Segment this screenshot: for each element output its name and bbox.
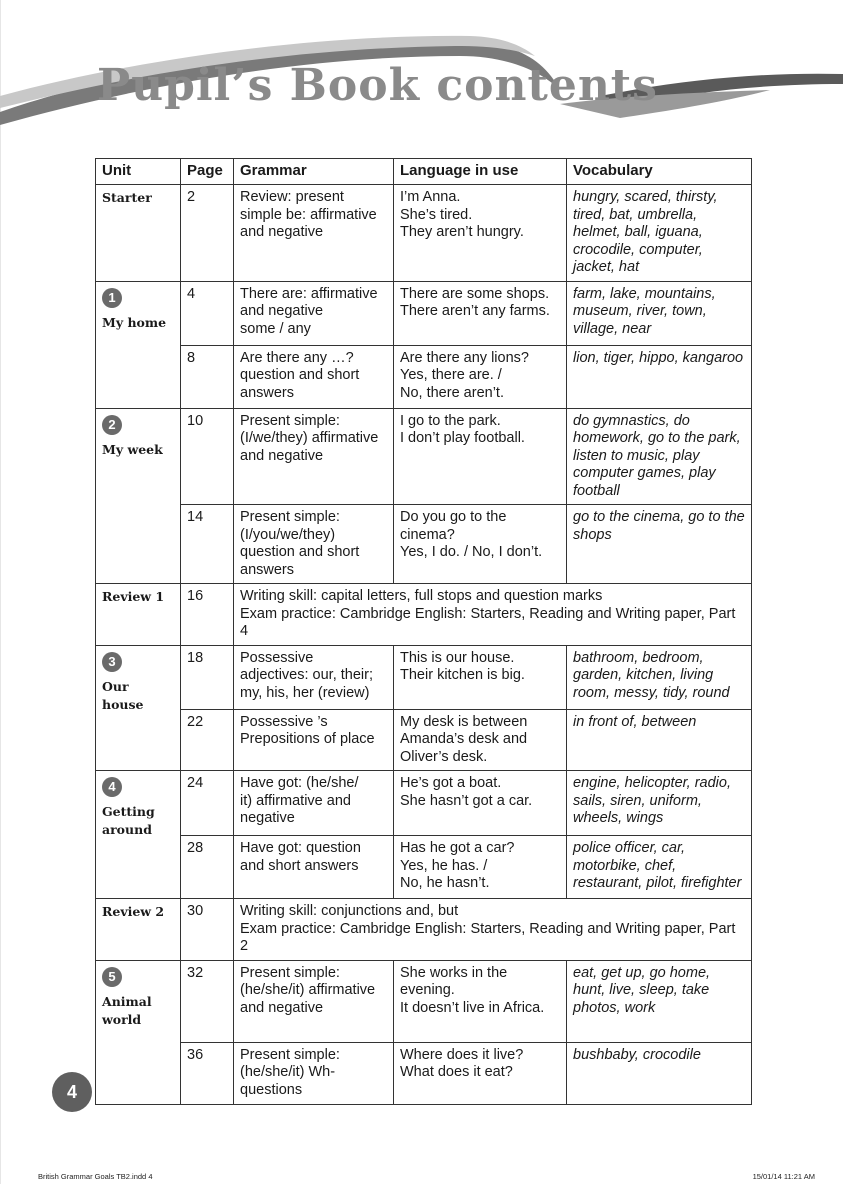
page-edge [0, 0, 1, 1184]
grammar-line: (I/you/we/they) [240, 526, 336, 543]
vocabulary-cell: farm, lake, mountains, museum, river, town, village, near [567, 281, 752, 345]
language-line: Yes, he has. / [400, 857, 488, 874]
grammar-line: it) affirmative and [240, 792, 351, 809]
language-line: Yes, I do. / No, I don’t. [400, 544, 543, 560]
vocabulary-cell: bathroom, bedroom, garden, kitchen, living room, messy, tidy, round [567, 645, 752, 709]
page-cell: 4 [181, 281, 234, 345]
unit-cell [96, 960, 181, 1104]
grammar-line: (he/she/it) affirmative [240, 982, 376, 998]
grammar-line: (he/she/it) Wh- [240, 1064, 336, 1080]
table-row [96, 960, 752, 1042]
language-cell [394, 709, 567, 771]
table-row [96, 771, 752, 836]
unit-number-badge: 2 [102, 415, 122, 435]
language-line: It doesn’t live in Africa. [400, 999, 545, 1016]
page-cell: 30 [181, 899, 234, 961]
footer-timestamp: 15/01/14 11:21 AM [752, 1172, 815, 1181]
grammar-line: Are there any …? [240, 349, 354, 366]
grammar-line: and negative [240, 224, 324, 240]
unit-name: My week [102, 441, 163, 457]
grammar-line: Present simple: [240, 1046, 340, 1063]
language-line: Oliver’s desk. [400, 748, 488, 765]
unit-cell [96, 281, 181, 408]
language-line: I’m Anna. [400, 189, 461, 205]
table-row [96, 836, 752, 899]
vocabulary-cell: police officer, car, motorbike, chef, restaurant, pilot, firefighter [567, 836, 752, 899]
language-cell [394, 771, 567, 836]
grammar-line: simple be: affirmative [240, 206, 377, 223]
page-cell: 36 [181, 1042, 234, 1104]
language-line: There aren’t any farms. [400, 303, 550, 319]
grammar-line: Possessive [240, 649, 314, 666]
col-header-grammar: Grammar [234, 159, 394, 185]
unit-number-badge: 5 [102, 967, 122, 987]
language-line: No, there aren’t. [400, 384, 504, 401]
grammar-line: and negative [240, 303, 324, 319]
page-cell: 28 [181, 836, 234, 899]
language-line: No, he hasn’t. [400, 875, 490, 891]
table-row [96, 1042, 752, 1104]
grammar-line: questions [240, 1081, 303, 1098]
unit-number-badge: 4 [102, 777, 122, 797]
unit-cell [96, 771, 181, 899]
grammar-line: Have got: (he/she/ [240, 775, 359, 791]
grammar-line: adjectives: our, their; [240, 667, 373, 683]
grammar-line: question and short [240, 544, 360, 560]
unit-name: Review 1 [96, 584, 181, 646]
unit-number-badge: 1 [102, 288, 122, 308]
review-writing-skill: Writing skill: capital letters, full stops and question marks [240, 588, 603, 604]
vocabulary-cell: bushbaby, crocodile [567, 1042, 752, 1104]
grammar-line: and short answers [240, 857, 359, 874]
grammar-cell [234, 345, 394, 408]
grammar-line: Prepositions of place [240, 731, 375, 747]
vocabulary-cell: eat, get up, go home, hunt, live, sleep, take photos, work [567, 960, 752, 1042]
language-line: She’s tired. [400, 206, 473, 223]
grammar-line: (I/we/they) affirmative [240, 430, 379, 446]
unit-number-badge: 3 [102, 652, 122, 672]
table-row [96, 899, 752, 961]
review-exam-practice: Exam practice: Cambridge English: Starters, Reading and Writing paper, Part 2 [240, 920, 736, 954]
table-row [96, 645, 752, 709]
table-row [96, 408, 752, 505]
page-cell: 16 [181, 584, 234, 646]
page-cell: 14 [181, 505, 234, 584]
page-title: Pupil’s Book contents [97, 60, 658, 111]
page-number-badge: 4 [52, 1072, 92, 1112]
grammar-line: Review: present [240, 189, 344, 205]
page-cell: 32 [181, 960, 234, 1042]
unit-name: Our house [102, 678, 144, 712]
grammar-line: Present simple: [240, 509, 340, 525]
unit-name-line: Animal [102, 993, 152, 1009]
grammar-line: and negative [240, 999, 324, 1016]
grammar-cell [234, 709, 394, 771]
grammar-line: answers [240, 384, 294, 401]
vocabulary-cell: in front of, between [567, 709, 752, 771]
language-cell [394, 836, 567, 899]
grammar-line: negative [240, 810, 295, 826]
page-cell: 10 [181, 408, 234, 505]
unit-cell [96, 645, 181, 771]
language-line: Their kitchen is big. [400, 667, 525, 683]
language-cell [394, 645, 567, 709]
grammar-line: Have got: question [240, 840, 361, 856]
unit-name-line: world [102, 1011, 142, 1027]
review-writing-skill: Writing skill: conjunctions and, but [240, 903, 459, 919]
grammar-cell [234, 1042, 394, 1104]
grammar-line: answers [240, 561, 294, 578]
contents-table [95, 158, 752, 1105]
review-cell [234, 584, 752, 646]
vocabulary-cell: hungry, scared, thirsty, tired, bat, umbrella, helmet, ball, iguana, crocodile, computer, jacket, hat [567, 185, 752, 282]
grammar-cell [234, 281, 394, 345]
language-line: Has he got a car? [400, 840, 515, 856]
language-cell [394, 1042, 567, 1104]
unit-name: My home [102, 314, 167, 330]
page-cell: 18 [181, 645, 234, 709]
grammar-line: question and short [240, 367, 360, 383]
grammar-cell [234, 505, 394, 584]
grammar-cell [234, 408, 394, 505]
grammar-line: Present simple: [240, 412, 340, 429]
language-line: Where does it live? [400, 1046, 524, 1063]
language-cell [394, 345, 567, 408]
review-exam-practice: Exam practice: Cambridge English: Starters, Reading and Writing paper, Part 4 [240, 605, 736, 639]
grammar-cell [234, 645, 394, 709]
language-cell [394, 185, 567, 282]
language-line: Amanda’s desk and [400, 731, 528, 747]
table-row [96, 584, 752, 646]
language-line: What does it eat? [400, 1064, 513, 1080]
col-header-language: Language in use [394, 159, 567, 185]
language-line: My desk is between [400, 713, 528, 730]
table-row [96, 505, 752, 584]
language-cell [394, 408, 567, 505]
unit-name-line: Getting [102, 804, 155, 819]
language-line: Yes, there are. / [400, 367, 502, 383]
grammar-line: some / any [240, 320, 311, 337]
table-row [96, 185, 752, 282]
language-line: cinema? [400, 526, 455, 543]
page-cell: 22 [181, 709, 234, 771]
language-line: I go to the park. [400, 412, 501, 429]
unit-cell [96, 408, 181, 584]
language-line: He’s got a boat. [400, 775, 502, 791]
grammar-line: and negative [240, 447, 324, 464]
vocabulary-cell: lion, tiger, hippo, kangaroo [567, 345, 752, 408]
vocabulary-cell: do gymnastics, do homework, go to the park, listen to music, play computer games, play football [567, 408, 752, 505]
language-line: She works in the [400, 964, 508, 981]
col-header-page: Page [181, 159, 234, 185]
grammar-cell [234, 185, 394, 282]
unit-name: Starter [96, 185, 181, 282]
table-row [96, 345, 752, 408]
grammar-cell [234, 771, 394, 836]
page-cell: 8 [181, 345, 234, 408]
language-cell [394, 281, 567, 345]
language-line: Are there any lions? [400, 349, 529, 366]
table-row [96, 281, 752, 345]
vocabulary-cell: go to the cinema, go to the shops [567, 505, 752, 584]
col-header-unit: Unit [96, 159, 181, 185]
header-row [96, 159, 752, 185]
unit-name-line: around [102, 822, 152, 837]
language-line: This is our house. [400, 649, 515, 666]
grammar-line: Present simple: [240, 964, 340, 981]
language-line: I don’t play football. [400, 430, 525, 446]
grammar-cell [234, 960, 394, 1042]
footer-file-name: British Grammar Goals TB2.indd 4 [38, 1172, 153, 1181]
language-line: She hasn’t got a car. [400, 792, 533, 809]
grammar-line: my, his, her (review) [240, 684, 370, 701]
grammar-line: Possessive ’s [240, 713, 328, 730]
table-row [96, 709, 752, 771]
review-cell [234, 899, 752, 961]
grammar-line: There are: affirmative [240, 285, 378, 302]
language-cell [394, 960, 567, 1042]
grammar-cell [234, 836, 394, 899]
language-line: Do you go to the [400, 509, 507, 525]
language-line: evening. [400, 982, 455, 998]
unit-name: Review 2 [96, 899, 181, 961]
col-header-vocabulary: Vocabulary [567, 159, 752, 185]
language-line: There are some shops. [400, 285, 550, 302]
page-cell: 2 [181, 185, 234, 282]
page-cell: 24 [181, 771, 234, 836]
language-cell [394, 505, 567, 584]
language-line: They aren’t hungry. [400, 224, 524, 240]
vocabulary-cell: engine, helicopter, radio, sails, siren, uniform, wheels, wings [567, 771, 752, 836]
